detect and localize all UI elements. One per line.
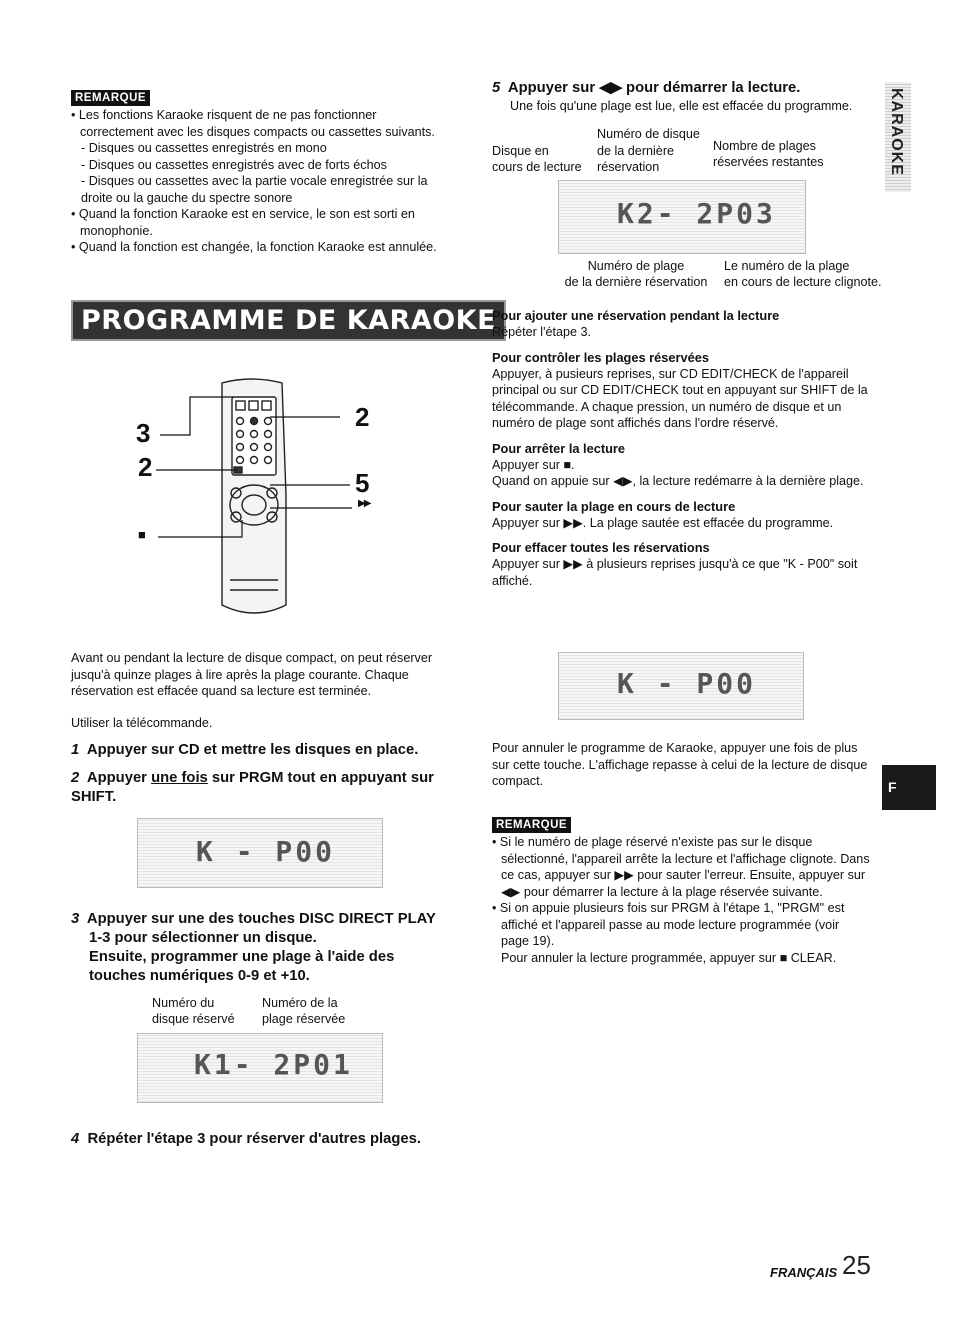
label-last-disc-2: de la dernière réservation (597, 144, 675, 174)
lcd-display-a (137, 818, 383, 888)
remote-control-illustration (130, 375, 390, 625)
language-tab: F (882, 765, 936, 810)
remark-item: • Si le numéro de plage réservé n'existe pas sur le disque sélectionné, l'appareil arrête la lecture et l'affichage clignote. Dans ce cas, appuyer sur ▶▶ pour sauter l'erreur. Ensuite, appuyer sur ◀▶ pour démarrer la lecture à la plage réservée suivante. (492, 835, 870, 899)
use-remote-note: Utiliser la télécommande. (71, 716, 213, 730)
page-number: 25 (842, 1250, 871, 1280)
label-remaining-tracks: Nombre de plages réservées restantes (713, 139, 824, 169)
label-last-track: Numéro de plage de la dernière réservation (564, 259, 708, 289)
remark-item: • Si on appuie plusieurs fois sur PRGM à l'étape 1, "PRGM" est affiché et l'appareil passe au mode lecture programmée (voir page 19). (492, 901, 845, 948)
remark-item: - Disques ou cassettes enregistrés avec de forts échos (81, 157, 387, 172)
section-title: PROGRAMME DE KARAOKE (71, 300, 506, 341)
section-stop: Pour arrêter la lecture Appuyer sur ■. Quand on appuie sur ◀▶, la lecture redémarre à la dernière plage. (492, 440, 864, 488)
callout-ffwd: ▶▶ (358, 498, 370, 509)
step-3: 3 Appuyer sur une des touches DISC DIRECT PLAY 1-3 pour sélectionner un disque. Ensuite, programmer une plage à l'aide des touches numériques 0-9 et +10. (71, 911, 436, 984)
remark-badge-2: REMARQUE (492, 815, 571, 833)
remark-item: • Quand la fonction Karaoke est en service, le son est sorti en monophonie. (71, 207, 415, 238)
callout-stop: ■ (138, 527, 146, 542)
label-track-reserved: Numéro de la plage réservée (262, 996, 346, 1026)
lcd-text: K - P00 (617, 667, 757, 700)
remark-item: - Disques ou cassettes enregistrés en mono (81, 141, 327, 155)
right-sections (492, 308, 874, 589)
step-5: 5 Appuyer sur ◀▶ pour démarrer la lecture. (492, 80, 801, 96)
label-disc-reserved: Numéro du disque réservé (152, 996, 235, 1026)
label-last-disc: Numéro de disque (597, 127, 700, 141)
step-5-sub: Une fois qu'une plage est lue, elle est effacée du programme. (510, 99, 853, 113)
step-1: 1 Appuyer sur CD et mettre les disques en place. (71, 742, 419, 758)
remark-list-2 (492, 834, 870, 966)
callout-2-left: 2 (138, 452, 153, 482)
step-2: 2 Appuyer une fois sur PRGM tout en appuyant sur SHIFT. (71, 770, 434, 805)
callout-3: 3 (136, 418, 151, 448)
lcd-display-b (137, 1033, 383, 1103)
section-check: Pour contrôler les plages réservées Appuyer, à pusieurs reprises, sur CD EDIT/CHECK de l'appareil principal ou sur CD EDIT/CHECK tout en appuyant sur SHIFT de la télécommande. A chaque pression, un numéro de disque et un numéro de plage sont affichés dans l'ordre réservé. (492, 349, 868, 430)
remark-item: Pour annuler la lecture programmée, appuyer sur ■ CLEAR. (501, 950, 837, 965)
section-skip: Pour sauter la plage en cours de lecture Appuyer sur ▶▶. La plage sautée est effacée du programme. (492, 498, 834, 530)
side-label: KARAOKE (888, 88, 905, 176)
cancel-paragraph: Pour annuler le programme de Karaoke, appuyer une fois de plus sur cette touche. L'affichage repasse à celui de la lecture de disque compact. (492, 741, 868, 788)
callout-2-right: 2 (355, 402, 370, 432)
remark-list-1 (71, 107, 449, 256)
callout-5: 5 (355, 468, 370, 498)
lcd-display-c (558, 180, 806, 254)
section-add: Pour ajouter une réservation pendant la lecture Répéter l'étape 3. (492, 308, 780, 339)
remark-badge-1: REMARQUE (71, 88, 150, 106)
label-blink: Le numéro de la plage en cours de lecture clignote. (724, 259, 882, 289)
remark-item: - Disques ou cassettes avec la partie vocale enregistrée sur la droite ou la gauche du spectre sonore (81, 174, 428, 205)
section-clear: Pour effacer toutes les réservations Appuyer sur ▶▶ à plusieurs reprises jusqu'à ce que "K - P00" soit affiché. (492, 540, 858, 588)
intro-paragraph: Avant ou pendant la lecture de disque compact, on peut réserver jusqu'à quinze plages à lire après la plage courante. Chaque réservation est effacée quand sa lecture est terminée. (71, 651, 433, 698)
lcd-text: K - P00 (196, 835, 336, 868)
remark-item: • Quand la fonction est changée, la fonction Karaoke est annulée. (71, 240, 437, 254)
lcd-text: K1- 2P01 (194, 1048, 353, 1081)
label-disc-playing: Disque en cours de lecture (492, 144, 582, 174)
lcd-text: K2- 2P03 (617, 197, 776, 230)
footer-language: FRANÇAIS (770, 1265, 838, 1280)
side-label-box (885, 82, 911, 192)
lcd-display-d (558, 652, 804, 720)
step-4: 4 Répéter l'étape 3 pour réserver d'autres plages. (71, 1131, 421, 1147)
remark-item: • Les fonctions Karaoke risquent de ne pas fonctionner correctement avec les disques compacts ou cassettes suivants. (71, 108, 435, 139)
